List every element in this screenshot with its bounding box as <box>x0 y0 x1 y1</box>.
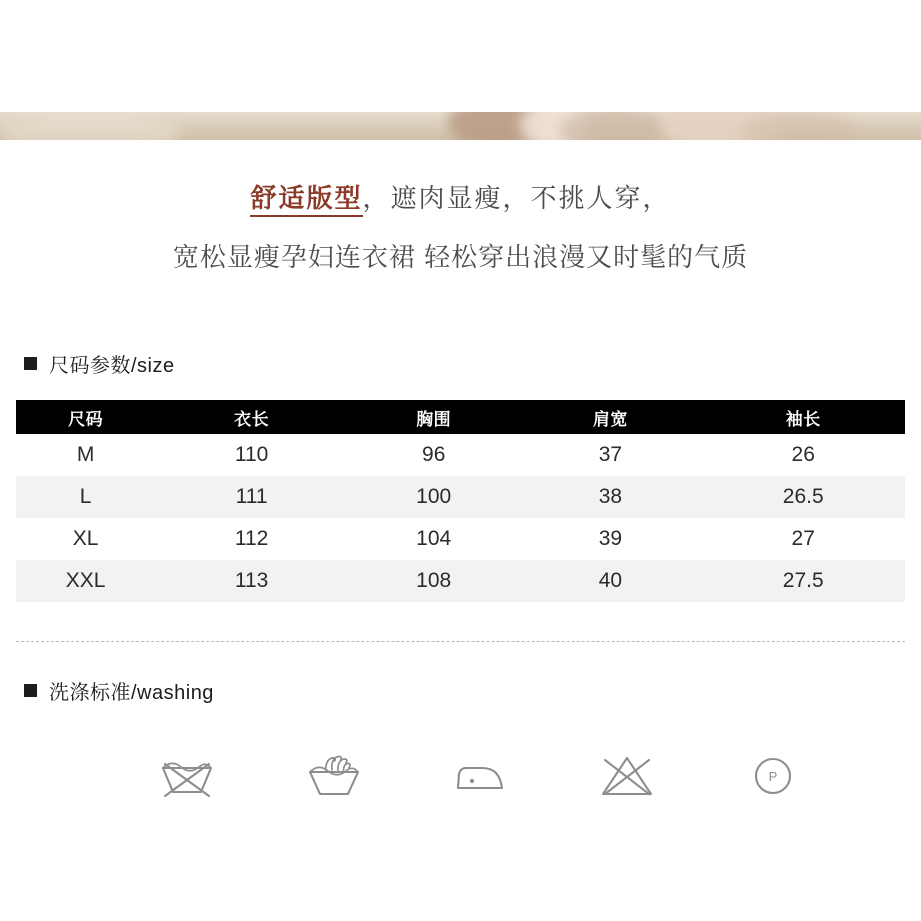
cell-bust: 100 <box>348 476 519 518</box>
headline-line-2: 宽松显瘦孕妇连衣裙 轻松穿出浪漫又时髦的气质 <box>172 242 749 272</box>
cell-sleeve: 27.5 <box>701 560 905 602</box>
dry-clean-p-icon <box>736 745 810 807</box>
size-section-title: 尺码参数/size <box>49 355 175 377</box>
table-row <box>16 476 905 518</box>
table-header-row <box>16 400 905 434</box>
washing-care-icon-row <box>150 745 810 807</box>
cell-bust: 96 <box>348 434 519 476</box>
cell-sleeve: 26.5 <box>701 476 905 518</box>
cell-length: 112 <box>155 518 348 560</box>
cell-size: XL <box>16 518 155 560</box>
washing-section-title: 洗涤标准/washing <box>49 682 214 704</box>
size-chart-body <box>16 434 905 602</box>
column-header-length: 衣长 <box>155 400 348 434</box>
column-header-bust: 胸围 <box>348 400 519 434</box>
table-row <box>16 560 905 602</box>
cell-length: 113 <box>155 560 348 602</box>
cell-sleeve: 26 <box>701 434 905 476</box>
hand-wash-icon <box>297 745 371 807</box>
cell-bust: 108 <box>348 560 519 602</box>
cell-shoulder: 38 <box>519 476 701 518</box>
table-row <box>16 518 905 560</box>
washing-section-heading <box>24 676 214 705</box>
square-bullet-icon <box>24 684 37 697</box>
cell-size: M <box>16 434 155 476</box>
section-divider <box>16 641 905 642</box>
size-section-heading <box>24 349 175 378</box>
size-chart-table <box>16 400 905 602</box>
cell-length: 110 <box>155 434 348 476</box>
cell-sleeve: 27 <box>701 518 905 560</box>
cell-bust: 104 <box>348 518 519 560</box>
do-not-machine-wash-icon <box>150 745 224 807</box>
cell-size: XXL <box>16 560 155 602</box>
cell-shoulder: 37 <box>519 434 701 476</box>
headline-accent-text: 舒适版型 <box>250 183 362 217</box>
product-photo-strip <box>0 112 921 140</box>
headline-line-1-rest: ，遮肉显瘦，不挑人穿， <box>362 183 671 213</box>
square-bullet-icon <box>24 357 37 370</box>
column-header-sleeve: 袖长 <box>701 400 905 434</box>
column-header-size: 尺码 <box>16 400 155 434</box>
cell-size: L <box>16 476 155 518</box>
dry-clean-letter: P <box>768 769 778 784</box>
table-row <box>16 434 905 476</box>
column-header-shoulder: 肩宽 <box>519 400 701 434</box>
iron-low-heat-icon <box>443 745 517 807</box>
do-not-bleach-icon <box>590 745 664 807</box>
cell-shoulder: 39 <box>519 518 701 560</box>
size-chart-head <box>16 400 905 434</box>
cell-shoulder: 40 <box>519 560 701 602</box>
cell-length: 111 <box>155 476 348 518</box>
photo-strip-shape-3 <box>560 112 670 140</box>
marketing-headline <box>0 178 921 274</box>
headline-line-1 <box>0 178 921 215</box>
